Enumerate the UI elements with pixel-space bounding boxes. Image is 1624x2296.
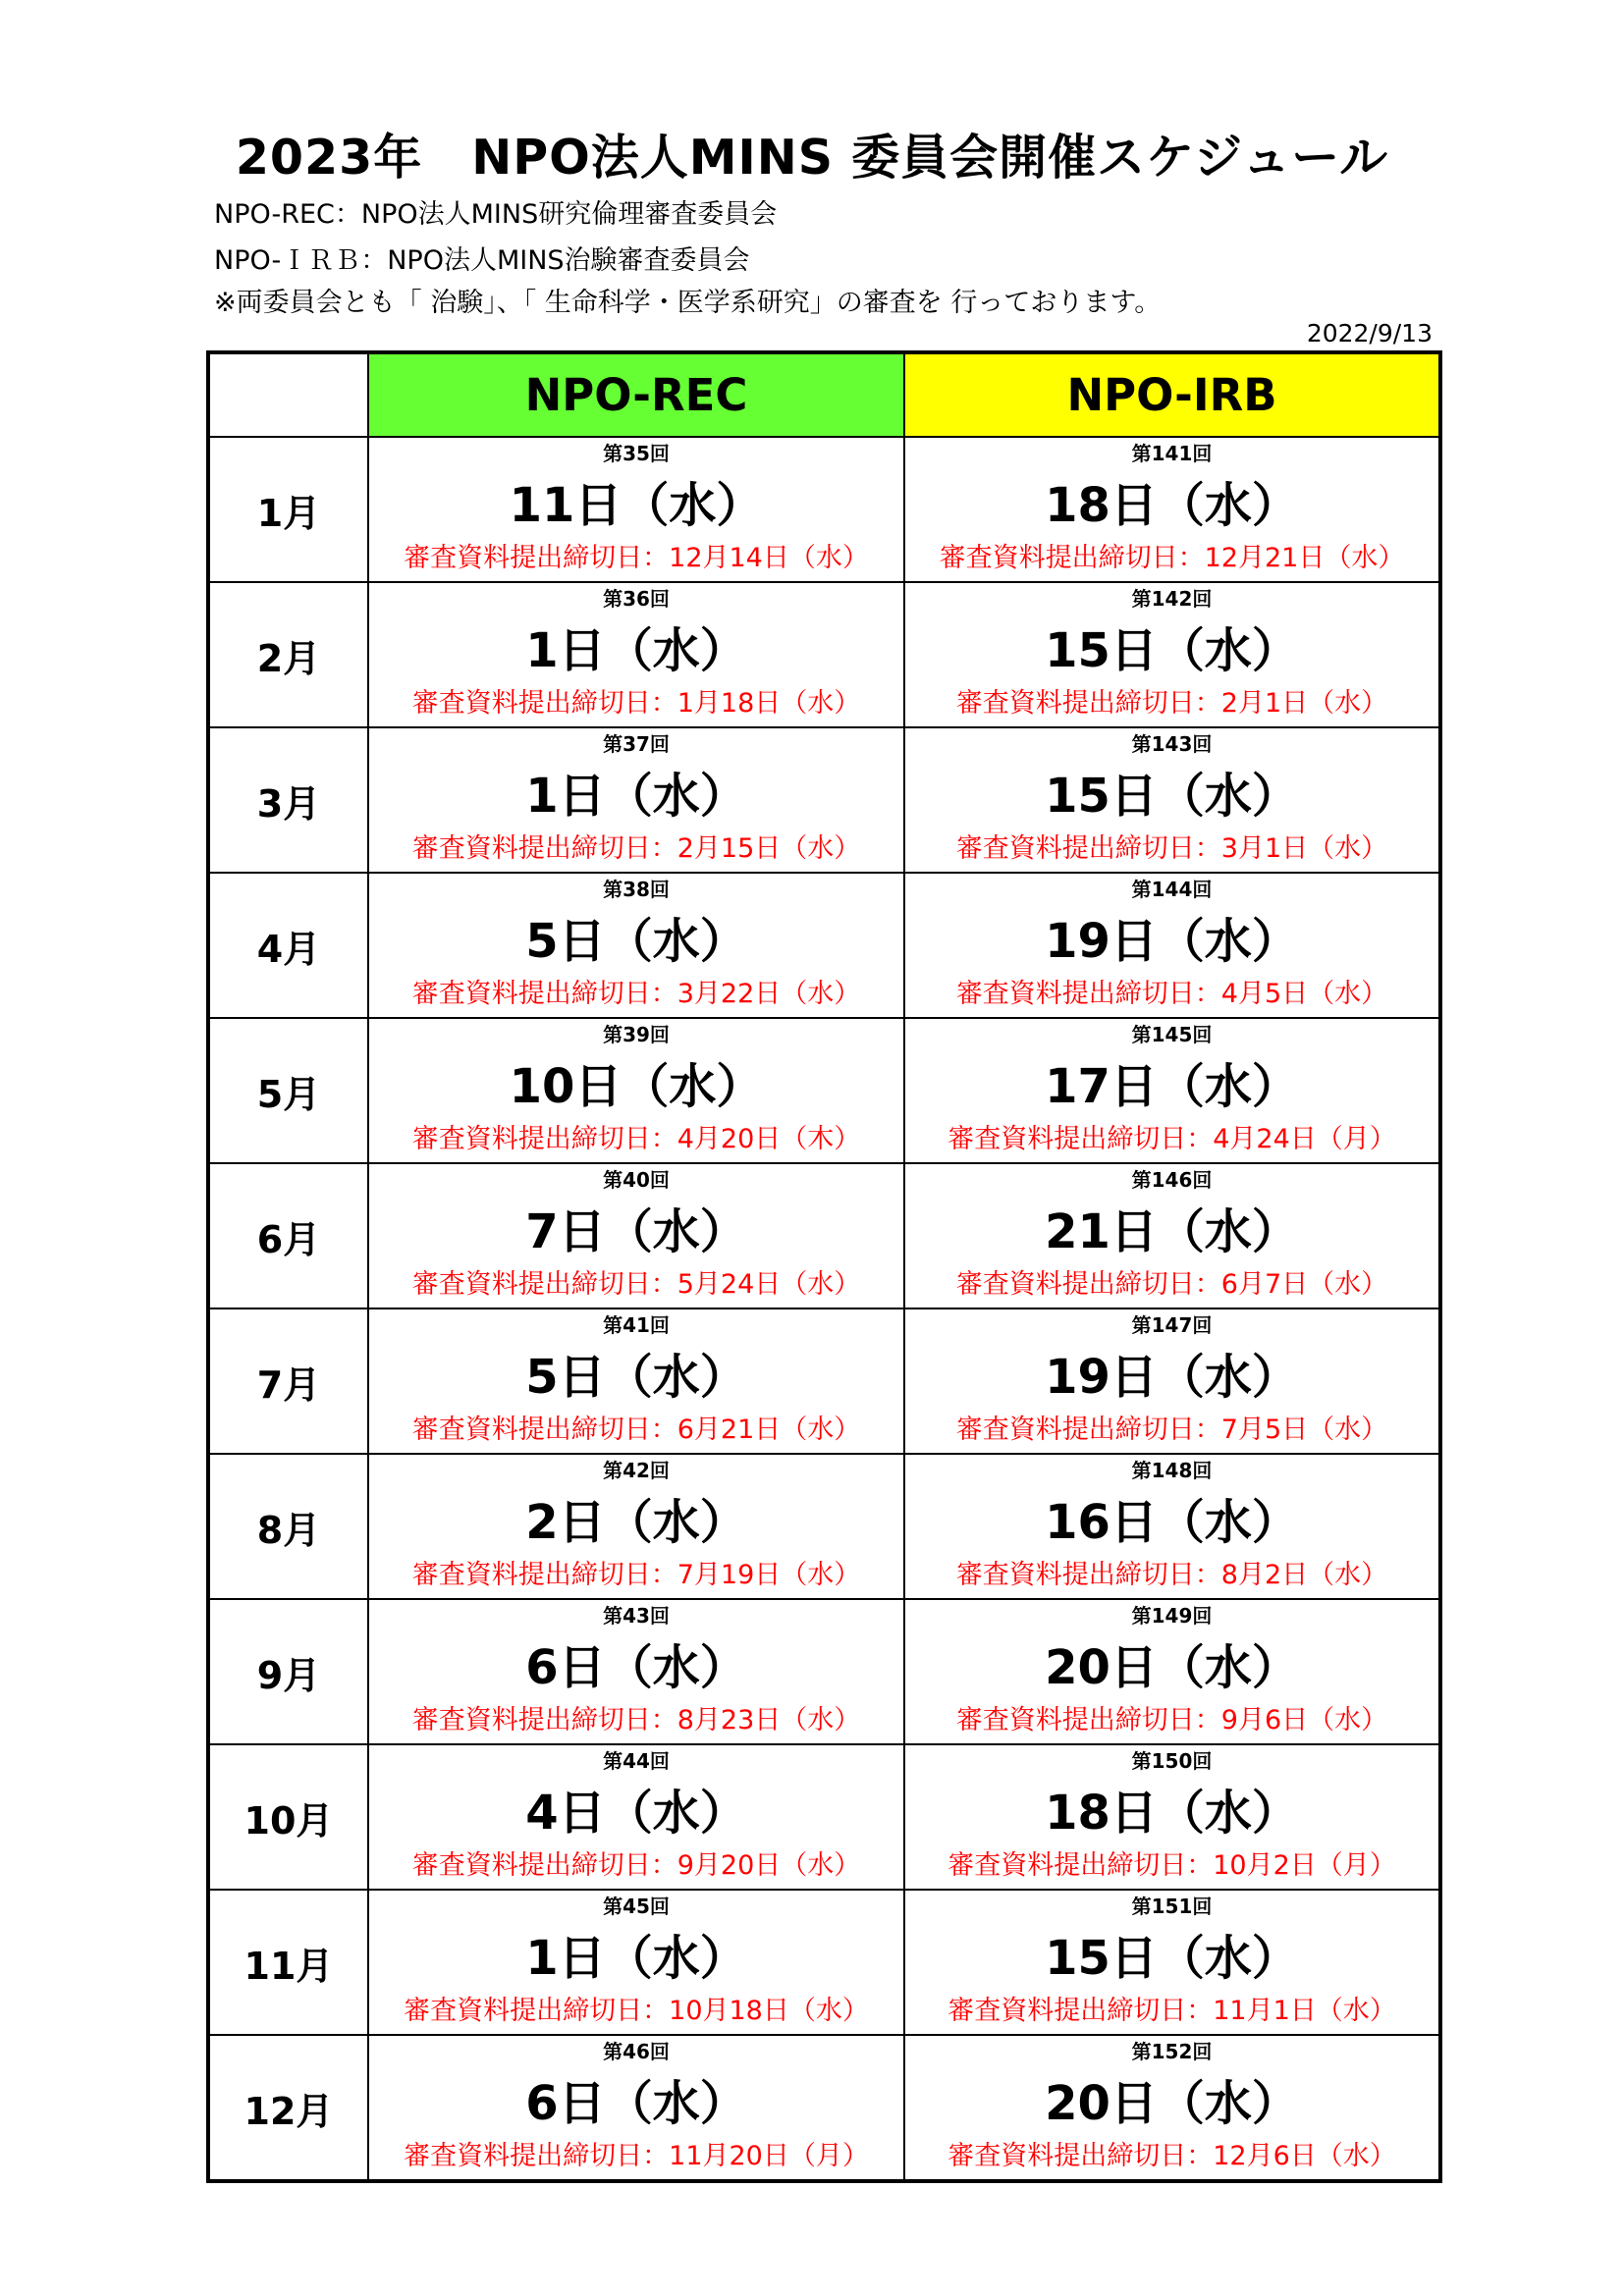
schedule-table <box>206 350 1442 2183</box>
meeting-round: 第151回 <box>1131 1895 1213 1918</box>
irb-meeting-cell <box>904 1454 1440 1599</box>
table-row <box>208 1454 1440 1599</box>
irb-meeting-cell <box>904 1744 1440 1890</box>
page-title: 2023年 NPO法人MINS 委員会開催スケジュール <box>235 130 1389 186</box>
month-label: 4月 <box>208 873 368 1018</box>
header-npo-irb: NPO-IRB <box>904 352 1440 437</box>
submission-deadline: 審査資料提出締切日：10月2日（月） <box>947 1850 1396 1881</box>
meeting-day: 15日（水） <box>1045 623 1299 678</box>
submission-deadline: 審査資料提出締切日：4月5日（水） <box>955 979 1388 1009</box>
irb-meeting-cell <box>904 727 1440 873</box>
month-label: 6月 <box>208 1163 368 1308</box>
submission-deadline: 審査資料提出締切日：4月20日（木） <box>411 1124 861 1154</box>
submission-deadline: 審査資料提出締切日：12月21日（水） <box>939 543 1405 573</box>
irb-meeting-cell <box>904 1163 1440 1308</box>
rec-meeting-cell <box>368 2035 904 2181</box>
submission-deadline: 審査資料提出締切日：8月2日（水） <box>955 1560 1388 1590</box>
submission-deadline: 審査資料提出締切日：9月6日（水） <box>955 1705 1388 1735</box>
meeting-day: 19日（水） <box>1045 914 1299 969</box>
meeting-round: 第141回 <box>1131 442 1213 465</box>
rec-meeting-cell <box>368 1018 904 1163</box>
rec-meeting-cell <box>368 1890 904 2035</box>
month-label: 9月 <box>208 1599 368 1744</box>
rec-meeting-cell <box>368 1454 904 1599</box>
meeting-day: 5日（水） <box>525 1350 747 1405</box>
meeting-day: 1日（水） <box>525 1931 747 1986</box>
month-label: 10月 <box>208 1744 368 1890</box>
table-row <box>208 727 1440 873</box>
header-npo-rec: NPO-REC <box>368 352 904 437</box>
submission-deadline: 審査資料提出締切日：10月18日（水） <box>404 1996 869 2026</box>
note-review-scope: ※両委員会とも「 治験」、「 生命科学・医学系研究」の審査を 行っております。 <box>214 288 1162 318</box>
submission-deadline: 審査資料提出締切日：11月20日（月） <box>404 2141 869 2171</box>
submission-deadline: 審査資料提出締切日：4月24日（月） <box>947 1124 1396 1154</box>
meeting-round: 第144回 <box>1131 878 1213 901</box>
meeting-round: 第146回 <box>1131 1168 1213 1192</box>
submission-deadline: 審査資料提出締切日：8月23日（水） <box>411 1705 861 1735</box>
meeting-day: 10日（水） <box>509 1059 764 1114</box>
submission-deadline: 審査資料提出締切日：6月7日（水） <box>955 1269 1388 1300</box>
irb-meeting-cell <box>904 873 1440 1018</box>
meeting-day: 18日（水） <box>1045 478 1299 533</box>
table-row <box>208 1163 1440 1308</box>
irb-meeting-cell <box>904 1308 1440 1454</box>
meeting-day: 1日（水） <box>525 623 747 678</box>
rec-meeting-cell <box>368 1599 904 1744</box>
meeting-day: 21日（水） <box>1045 1204 1299 1259</box>
meeting-round: 第46回 <box>603 2040 670 2063</box>
submission-deadline: 審査資料提出締切日：2月15日（水） <box>411 833 861 864</box>
meeting-round: 第35回 <box>603 442 670 465</box>
irb-meeting-cell <box>904 2035 1440 2181</box>
submission-deadline: 審査資料提出締切日：9月20日（水） <box>411 1850 861 1881</box>
note-rec-definition: NPO-REC：NPO法人MINS研究倫理審査委員会 <box>214 199 778 230</box>
table-row <box>208 1890 1440 2035</box>
revision-date: 2022/9/13 <box>1306 319 1433 347</box>
meeting-round: 第143回 <box>1131 732 1213 756</box>
meeting-day: 20日（水） <box>1045 2076 1299 2131</box>
schedule-body <box>208 437 1440 2181</box>
meeting-day: 17日（水） <box>1045 1059 1299 1114</box>
meeting-day: 16日（水） <box>1045 1495 1299 1550</box>
submission-deadline: 審査資料提出締切日：2月1日（水） <box>955 688 1388 719</box>
meeting-day: 1日（水） <box>525 769 747 824</box>
meeting-round: 第43回 <box>603 1604 670 1628</box>
meeting-day: 6日（水） <box>525 1640 747 1695</box>
table-row <box>208 582 1440 727</box>
meeting-day: 15日（水） <box>1045 1931 1299 1986</box>
meeting-day: 20日（水） <box>1045 1640 1299 1695</box>
meeting-round: 第37回 <box>603 732 670 756</box>
submission-deadline: 審査資料提出締切日：3月1日（水） <box>955 833 1388 864</box>
table-row <box>208 437 1440 582</box>
meeting-day: 6日（水） <box>525 2076 747 2131</box>
rec-meeting-cell <box>368 873 904 1018</box>
table-row <box>208 1018 1440 1163</box>
month-label: 12月 <box>208 2035 368 2181</box>
month-label: 7月 <box>208 1308 368 1454</box>
table-row <box>208 1308 1440 1454</box>
submission-deadline: 審査資料提出締切日：7月5日（水） <box>955 1415 1388 1445</box>
table-row <box>208 2035 1440 2181</box>
meeting-round: 第152回 <box>1131 2040 1213 2063</box>
month-label: 2月 <box>208 582 368 727</box>
submission-deadline: 審査資料提出締切日：5月24日（水） <box>411 1269 861 1300</box>
month-label: 8月 <box>208 1454 368 1599</box>
meeting-day: 18日（水） <box>1045 1786 1299 1841</box>
meeting-round: 第150回 <box>1131 1749 1213 1773</box>
irb-meeting-cell <box>904 437 1440 582</box>
submission-deadline: 審査資料提出締切日：11月1日（水） <box>947 1996 1396 2026</box>
submission-deadline: 審査資料提出締切日：12月14日（水） <box>404 543 869 573</box>
meeting-round: 第40回 <box>603 1168 670 1192</box>
rec-meeting-cell <box>368 1308 904 1454</box>
meeting-day: 19日（水） <box>1045 1350 1299 1405</box>
header-row <box>208 352 1440 437</box>
meeting-day: 15日（水） <box>1045 769 1299 824</box>
table-row <box>208 873 1440 1018</box>
rec-meeting-cell <box>368 437 904 582</box>
month-label: 5月 <box>208 1018 368 1163</box>
meeting-day: 2日（水） <box>525 1495 747 1550</box>
rec-meeting-cell <box>368 582 904 727</box>
submission-deadline: 審査資料提出締切日：7月19日（水） <box>411 1560 861 1590</box>
meeting-day: 4日（水） <box>525 1786 747 1841</box>
meeting-round: 第45回 <box>603 1895 670 1918</box>
meeting-round: 第149回 <box>1131 1604 1213 1628</box>
meeting-round: 第145回 <box>1131 1023 1213 1046</box>
irb-meeting-cell <box>904 582 1440 727</box>
submission-deadline: 審査資料提出締切日：3月22日（水） <box>411 979 861 1009</box>
meeting-round: 第147回 <box>1131 1313 1213 1337</box>
month-label: 11月 <box>208 1890 368 2035</box>
meeting-day: 7日（水） <box>525 1204 747 1259</box>
month-label: 3月 <box>208 727 368 873</box>
table-row <box>208 1599 1440 1744</box>
irb-meeting-cell <box>904 1018 1440 1163</box>
month-label: 1月 <box>208 437 368 582</box>
rec-meeting-cell <box>368 1744 904 1890</box>
irb-meeting-cell <box>904 1890 1440 2035</box>
submission-deadline: 審査資料提出締切日：1月18日（水） <box>411 688 861 719</box>
meeting-round: 第39回 <box>603 1023 670 1046</box>
meeting-round: 第42回 <box>603 1459 670 1482</box>
meeting-round: 第41回 <box>603 1313 670 1337</box>
meeting-round: 第38回 <box>603 878 670 901</box>
irb-meeting-cell <box>904 1599 1440 1744</box>
rec-meeting-cell <box>368 727 904 873</box>
submission-deadline: 審査資料提出締切日：6月21日（水） <box>411 1415 861 1445</box>
table-row <box>208 1744 1440 1890</box>
submission-deadline: 審査資料提出締切日：12月6日（水） <box>947 2141 1396 2171</box>
meeting-day: 5日（水） <box>525 914 747 969</box>
meeting-round: 第44回 <box>603 1749 670 1773</box>
note-irb-definition: NPO-ＩＲＢ：NPO法人MINS治験審査委員会 <box>214 245 750 276</box>
meeting-day: 11日（水） <box>509 478 764 533</box>
rec-meeting-cell <box>368 1163 904 1308</box>
meeting-round: 第148回 <box>1131 1459 1213 1482</box>
header-corner-cell <box>208 352 368 437</box>
meeting-round: 第142回 <box>1131 587 1213 611</box>
meeting-round: 第36回 <box>603 587 670 611</box>
